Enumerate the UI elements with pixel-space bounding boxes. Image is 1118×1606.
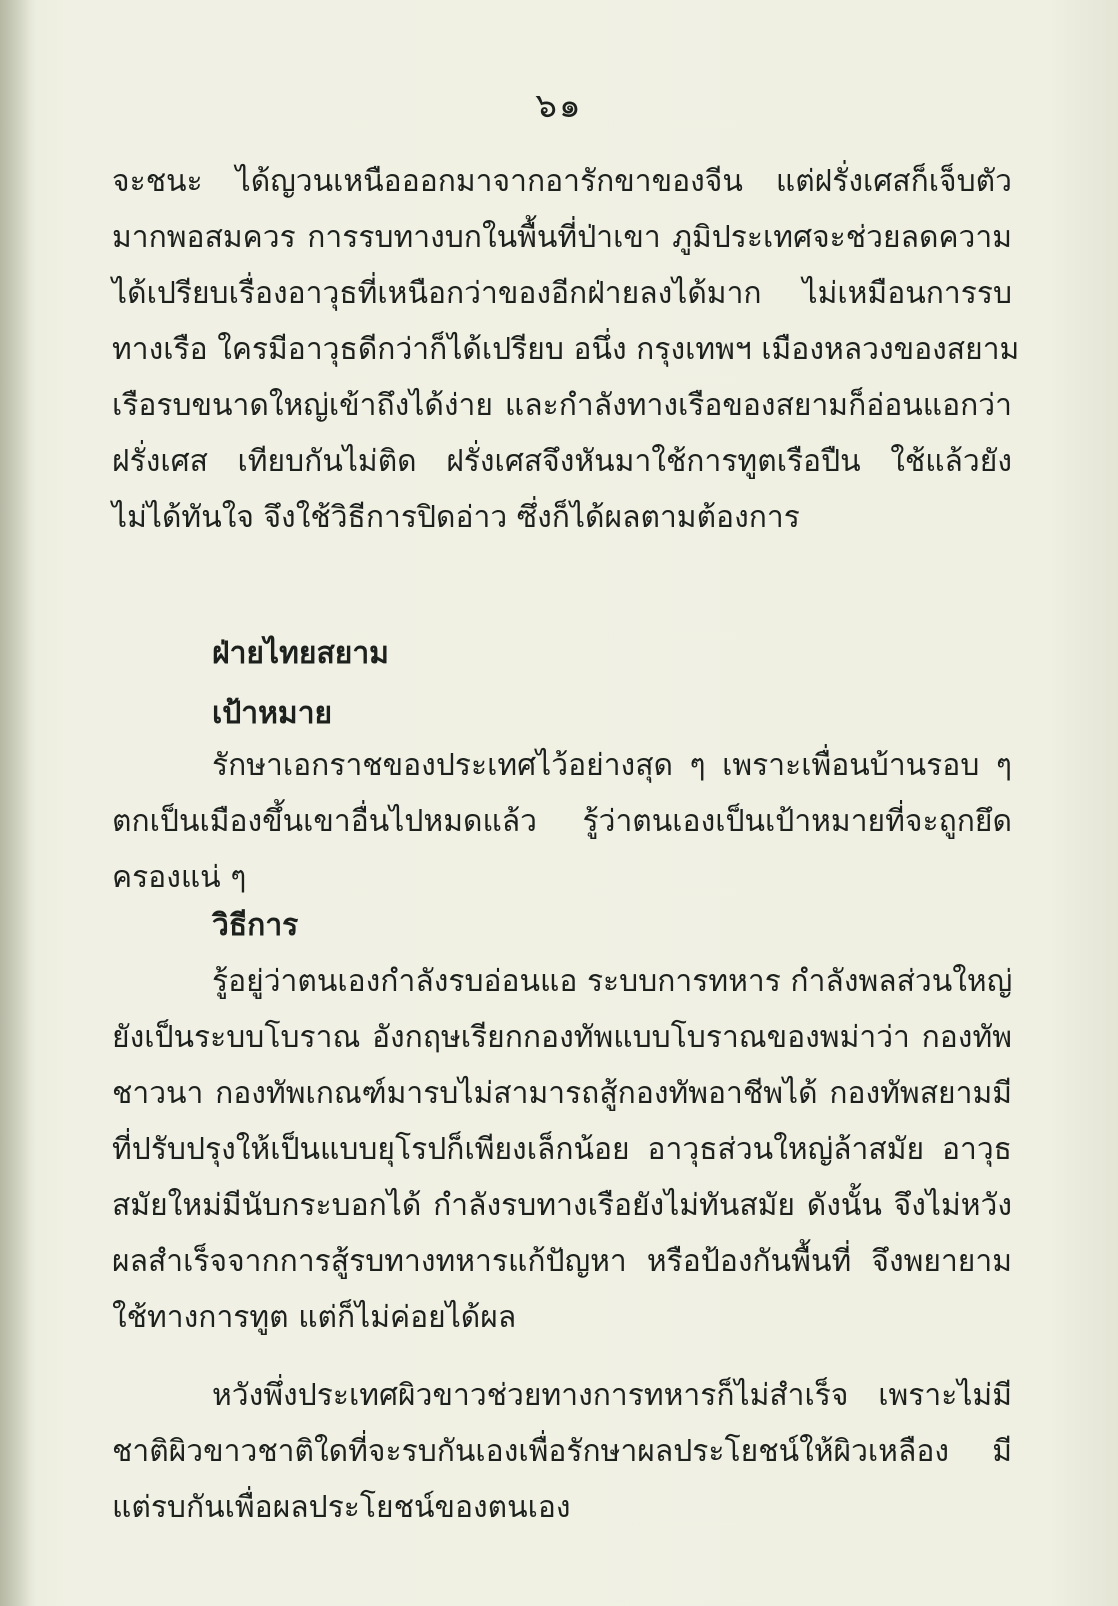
method-paragraph-2 bbox=[112, 1368, 1012, 1536]
paragraph-line: ฝรั่งเศส เทียบกันไม่ติด ฝรั่งเศสจึงหันมาใช้การทูตเรือปืน ใช้แล้วยัง bbox=[112, 444, 1012, 479]
paragraph-line: ชาวนา กองทัพเกณฑ์มารบไม่สามารถสู้กองทัพอาชีพได้ กองทัพสยามมี bbox=[112, 1076, 1012, 1111]
paragraph-line: มากพอสมควร การรบทางบกในพื้นที่ป่าเขา ภูมิประเทศจะช่วยลดความ bbox=[112, 220, 1012, 255]
section-heading: ฝ่ายไทยสยาม bbox=[212, 636, 389, 671]
paragraph-line: ผลสำเร็จจากการสู้รบทางทหารแก้ปัญหา หรือป้องกันพื้นที่ จึงพยายาม bbox=[112, 1244, 1012, 1279]
method-heading: วิธีการ bbox=[212, 908, 299, 943]
paragraph-line: รู้อยู่ว่าตนเองกำลังรบอ่อนแอ ระบบการทหาร กำลังพลส่วนใหญ่ bbox=[212, 964, 1013, 999]
paragraph-line: ทางเรือ ใครมีอาวุธดีกว่าก็ได้เปรียบ อนึ่ง กรุงเทพฯ เมืองหลวงของสยาม bbox=[112, 332, 1020, 367]
goal-paragraph bbox=[112, 738, 1012, 906]
paragraph-line: ครองแน่ ๆ bbox=[112, 860, 247, 895]
paragraph-1 bbox=[112, 154, 1020, 546]
paragraph-line: สมัยใหม่มีนับกระบอกได้ กำลังรบทางเรือยังไม่ทันสมัย ดังนั้น จึงไม่หวัง bbox=[112, 1188, 1012, 1223]
paragraph-line: จะชนะ ได้ญวนเหนือออกมาจากอารักขาของจีน แต่ฝรั่งเศสก็เจ็บตัว bbox=[112, 164, 1012, 199]
page-number: ๖๑ bbox=[535, 86, 583, 126]
goal-heading: เป้าหมาย bbox=[212, 696, 333, 731]
method-paragraph-1 bbox=[112, 954, 1012, 1346]
paragraph-line: หวังพึ่งประเทศผิวขาวช่วยทางการทหารก็ไม่สำเร็จ เพราะไม่มี bbox=[212, 1378, 1012, 1413]
paragraph-line: แต่รบกันเพื่อผลประโยชน์ของตนเอง bbox=[112, 1490, 571, 1525]
paragraph-line: เรือรบขนาดใหญ่เข้าถึงได้ง่าย และกำลังทางเรือของสยามก็อ่อนแอกว่า bbox=[112, 388, 1012, 423]
paragraph-line: ไม่ได้ทันใจ จึงใช้วิธีการปิดอ่าว ซึ่งก็ได้ผลตามต้องการ bbox=[112, 500, 800, 535]
paragraph-line: รักษาเอกราชของประเทศไว้อย่างสุด ๆ เพราะเพื่อนบ้านรอบ ๆ bbox=[212, 748, 1012, 783]
binding-shadow bbox=[0, 0, 36, 1606]
paragraph-line: ได้เปรียบเรื่องอาวุธที่เหนือกว่าของอีกฝ่ายลงได้มาก ไม่เหมือนการรบ bbox=[112, 276, 1012, 311]
paragraph-line: ยังเป็นระบบโบราณ อังกฤษเรียกกองทัพแบบโบราณของพม่าว่า กองทัพ bbox=[112, 1020, 1012, 1055]
paragraph-line: ที่ปรับปรุงให้เป็นแบบยุโรปก็เพียงเล็กน้อย อาวุธส่วนใหญ่ล้าสมัย อาวุธ bbox=[112, 1132, 1012, 1167]
paragraph-line: ตกเป็นเมืองขึ้นเขาอื่นไปหมดแล้ว รู้ว่าตนเองเป็นเป้าหมายที่จะถูกยึด bbox=[112, 804, 1012, 839]
paragraph-line: ใช้ทางการทูต แต่ก็ไม่ค่อยได้ผล bbox=[112, 1300, 517, 1335]
paragraph-line: ชาติผิวขาวชาติใดที่จะรบกันเองเพื่อรักษาผลประโยชน์ให้ผิวเหลือง มี bbox=[112, 1434, 1012, 1469]
